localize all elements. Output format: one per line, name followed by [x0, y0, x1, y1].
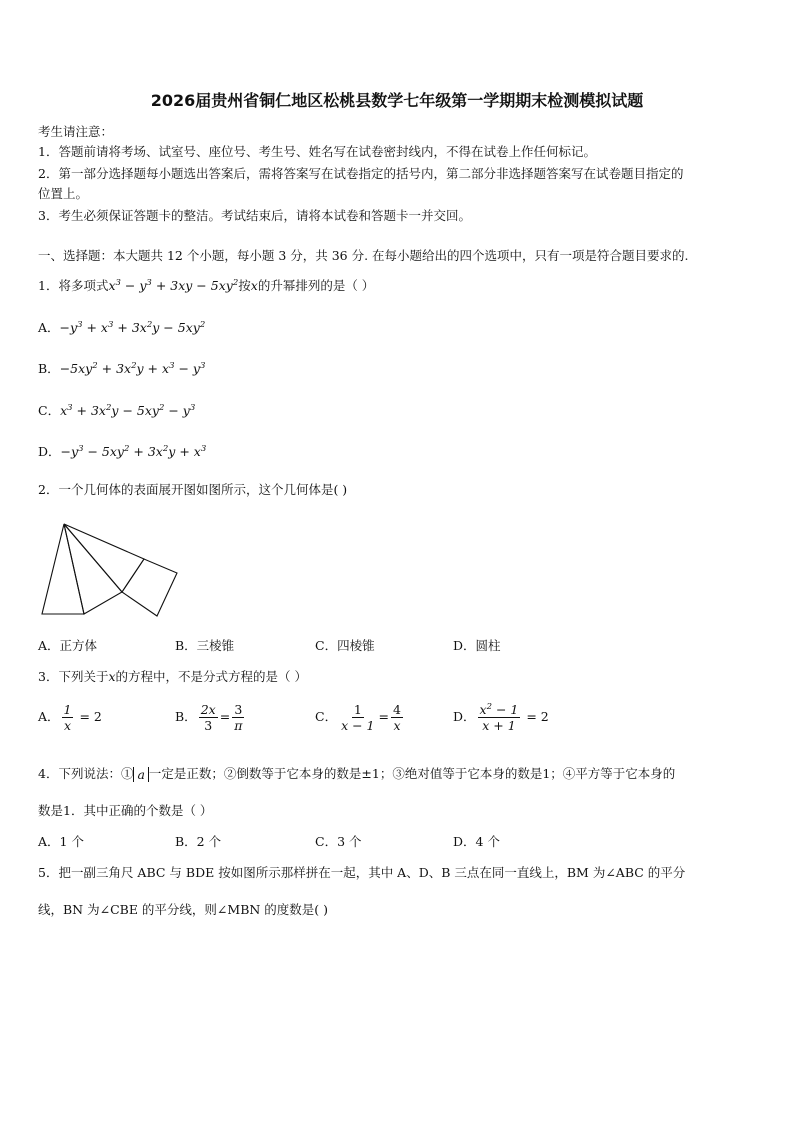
q1-option-d[interactable]: D．$-y^3 - 5xy^2 + 3x^2y + x^3$ [38, 444, 207, 459]
notice-heading: 考生请注意： [38, 124, 114, 139]
q1-option-b[interactable]: B．$-5xy^2 + 3x^2y + x^3 - y^3$ [38, 361, 206, 376]
net-diagram [38, 522, 188, 622]
abs-value-a: a [133, 767, 148, 782]
question-3-stem: 3．下列关于x的方程中，不是分式方程的是（ ） [38, 669, 307, 684]
q1-suffix-a: 按 [238, 278, 251, 293]
q1-var: x [250, 278, 258, 293]
q4-option-a[interactable]: A．1 个 [38, 834, 84, 849]
q2-option-b[interactable]: B．三棱锥 [175, 638, 235, 653]
page-title: 2026届贵州省铜仁地区松桃县数学七年级第一学期期末检测模拟试题 [150, 91, 644, 110]
section-heading: 一、选择题：本大题共 12 个小题，每小题 3 分，共 36 分. 在每小题给出的四个选项中，只有一项是符合题目要求的. [38, 248, 689, 263]
notice-item-2: 2．第一部分选择题每小题选出答案后，需将答案写在试卷指定的括号内，第二部分非选择题答案写在试卷题目指定的 [38, 166, 684, 181]
q4-option-c[interactable]: C．3 个 [315, 834, 362, 849]
q3-option-a[interactable]: A． $\frac{1}{x}$ = 2 [38, 702, 102, 733]
q1-option-a[interactable]: A．$-y^3 + x^3 + 3x^2y - 5xy^2$ [38, 320, 206, 335]
question-5-stem-cont: 线，BN 为∠CBE 的平分线，则∠MBN 的度数是( ) [38, 902, 329, 917]
q2-option-c[interactable]: C．四棱锥 [315, 638, 375, 653]
q2-option-d[interactable]: D．圆柱 [453, 638, 501, 653]
q2-option-a[interactable]: A．正方体 [38, 638, 98, 653]
q1-suffix-b: 的升幂排列的是（ ） [257, 278, 375, 293]
question-1-stem [38, 276, 374, 294]
notice-item-3: 3．考生必须保证答题卡的整洁。考试结束后，请将本试卷和答题卡一并交回。 [38, 208, 471, 223]
q1-polynomial: $x^3 - y^3 + 3xy - 5xy^2$ [108, 278, 239, 293]
q4-option-b[interactable]: B．2 个 [175, 834, 222, 849]
notice-item-1: 1．答题前请将考场、试室号、座位号、考生号、姓名写在试卷密封线内，不得在试卷上作任何标记。 [38, 144, 596, 159]
q3-option-c[interactable]: C． $\frac{1}{x - 1}$ = $\frac{4}{x}$ [315, 702, 401, 733]
question-5-stem: 5．把一副三角尺 ABC 与 BDE 按如图所示那样拼在一起，其中 A、D、B 三点在同一直线上，BM 为∠ABC 的平分 [38, 865, 686, 880]
net-triangle-right [64, 524, 144, 592]
net-triangle-left [42, 524, 84, 614]
q1-prefix: 1．将多项式 [38, 278, 109, 293]
net-triangle-middle [64, 524, 122, 614]
notice-item-2-cont: 位置上。 [38, 186, 89, 201]
question-2-stem: 2．一个几何体的表面展开图如图所示，这个几何体是( ) [38, 482, 348, 497]
q1-option-c[interactable]: C．$x^3 + 3x^2y - 5xy^2 - y^3$ [38, 403, 196, 418]
q3-option-b[interactable]: B． $\frac{2x}{3}$ = $\frac{3}{\pi}$ [175, 702, 243, 733]
q4-option-d[interactable]: D．4 个 [453, 834, 500, 849]
net-square [122, 559, 177, 616]
question-4-stem-cont: 数是1．其中正确的个数是（ ） [38, 803, 213, 818]
q3-option-d[interactable]: D． $\frac{x^2 - 1}{x + 1}$ = 2 [453, 702, 549, 733]
question-4-stem: 4．下列说法：① a 一定是正数；②倒数等于它本身的数是±1；③绝对值等于它本身的数是1；④平方等于它本身的 [38, 766, 676, 782]
